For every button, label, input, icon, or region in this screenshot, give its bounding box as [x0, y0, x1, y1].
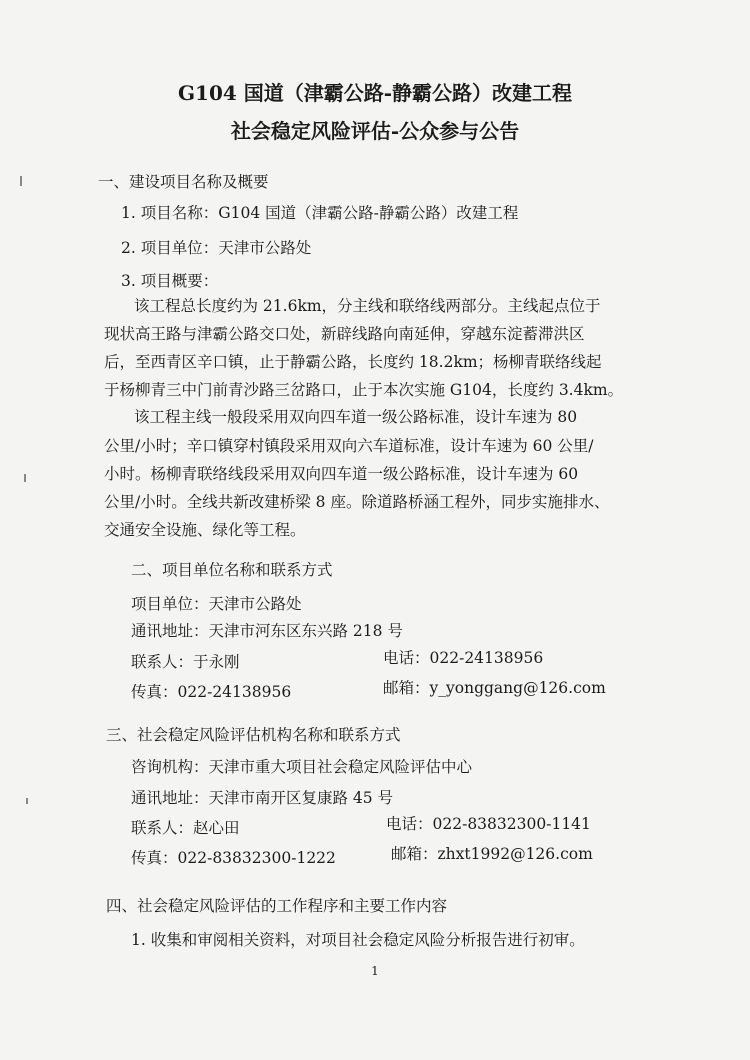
s2-contact: 联系人：于永刚 [131, 653, 240, 671]
project-name: 1. 项目名称：G104 国道（津霸公路-静霸公路）改建工程 [121, 204, 519, 222]
overview-para2-line3: 小时。杨柳青联络线段采用双向四车道一级公路标准，设计车速为 60 [104, 465, 579, 483]
s2-address: 通讯地址：天津市河东区东兴路 218 号 [131, 622, 403, 640]
s3-email: 邮箱：zhxt1992@126.com [391, 845, 593, 863]
s2-unit: 项目单位：天津市公路处 [131, 595, 302, 613]
s3-address: 通讯地址：天津市南开区复康路 45 号 [131, 789, 394, 807]
section-2-heading: 二、项目单位名称和联系方式 [131, 561, 333, 579]
s3-agency: 咨询机构：天津市重大项目社会稳定风险评估中心 [131, 758, 473, 776]
s4-item1: 1. 收集和审阅相关资料，对项目社会稳定风险分析报告进行初审。 [131, 931, 585, 949]
s2-email: 邮箱：y_yonggang@126.com [383, 679, 606, 697]
project-overview-label: 3. 项目概要： [121, 272, 219, 290]
binding-mark [26, 798, 28, 804]
overview-para1-line3: 后，至西青区辛口镇，止于静霸公路，长度约 18.2km；杨柳青联络线起 [104, 353, 602, 371]
section-4-heading: 四、社会稳定风险评估的工作程序和主要工作内容 [106, 897, 448, 915]
overview-para2-line2: 公里/小时；辛口镇穿村镇段采用双向六车道标准，设计车速为 60 公里/ [104, 437, 594, 455]
s2-phone: 电话：022-24138956 [383, 649, 544, 667]
s2-fax: 传真：022-24138956 [131, 683, 292, 701]
overview-para2-line1: 该工程主线一般段采用双向四车道一级公路标准，设计车速为 80 [134, 408, 578, 426]
page-number: 1 [371, 964, 379, 978]
s3-fax: 传真：022-83832300-1222 [131, 849, 336, 867]
overview-para2-line5: 交通安全设施、绿化等工程。 [104, 521, 306, 539]
section-3-heading: 三、社会稳定风险评估机构名称和联系方式 [106, 726, 401, 744]
overview-para1-line4: 于杨柳青三中门前青沙路三岔路口，止于本次实施 G104，长度约 3.4km。 [104, 381, 624, 399]
overview-para1-line1: 该工程总长度约为 21.6km，分主线和联络线两部分。主线起点位于 [134, 297, 601, 315]
title-line-2: 社会稳定风险评估-公众参与公告 [230, 119, 520, 143]
binding-mark [20, 176, 22, 186]
overview-para1-line2: 现状高王路与津霸公路交口处，新辟线路向南延伸，穿越东淀蓄滞洪区 [104, 325, 585, 343]
project-unit: 2. 项目单位：天津市公路处 [121, 239, 312, 257]
title-line-1: G104 国道（津霸公路-静霸公路）改建工程 [177, 81, 573, 105]
s3-phone: 电话：022-83832300-1141 [386, 815, 591, 833]
section-1-heading: 一、建设项目名称及概要 [98, 173, 269, 191]
s3-contact: 联系人：赵心田 [131, 819, 240, 837]
binding-mark [24, 474, 26, 482]
overview-para2-line4: 公里/小时。全线共新改建桥梁 8 座。除道路桥涵工程外，同步实施排水、 [104, 493, 610, 511]
